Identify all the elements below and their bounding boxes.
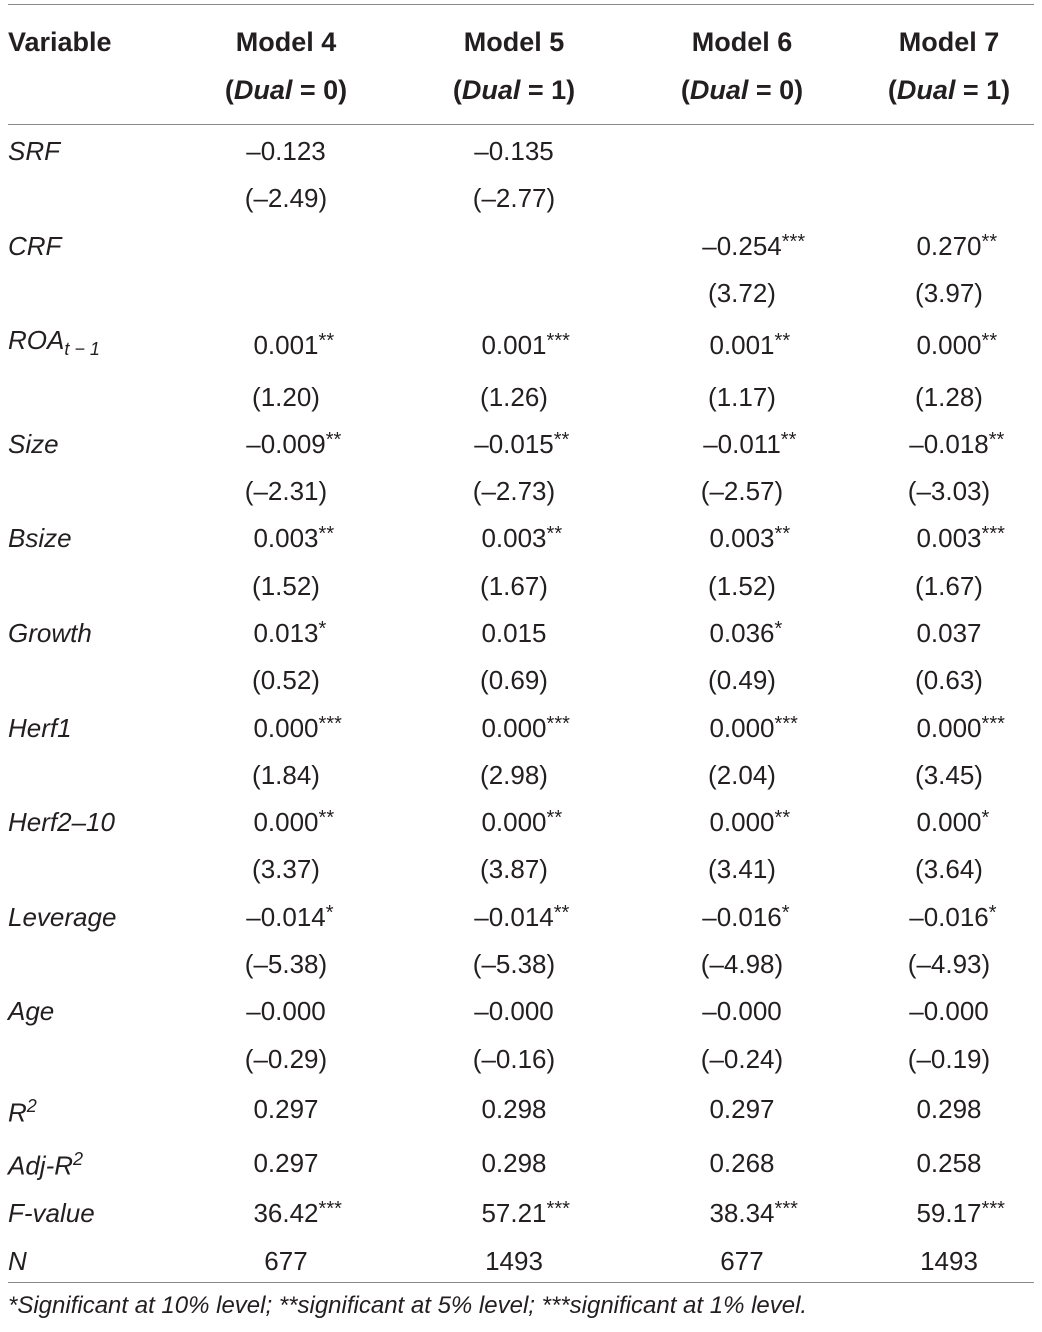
t-statistic-cell: [172, 270, 400, 317]
coefficient-row: [0, 223, 1042, 270]
model-4-header: Model 4: [235, 27, 337, 57]
coefficient-cell: –0.000: [246, 996, 326, 1027]
fit-statistic-row: [0, 1083, 1042, 1137]
coefficient-cell: 0.003 **: [400, 515, 628, 562]
t-statistic-cell: (–0.24): [700, 1043, 784, 1074]
significance-stars: **: [780, 428, 797, 451]
statistic-cell: 0.298: [916, 1094, 982, 1125]
significance-stars: **: [318, 807, 335, 830]
statistic-cell: 57.21 ***: [400, 1190, 628, 1237]
t-statistic-cell: [628, 175, 856, 222]
coefficient-row: [0, 799, 1042, 846]
coefficient-cell: –0.000: [474, 996, 554, 1027]
t-statistic-row: [0, 1036, 1042, 1083]
t-statistic-cell: (1.26): [480, 381, 548, 412]
coefficient-cell: 0.001 **: [628, 317, 856, 373]
significance-stars: **: [553, 901, 570, 924]
t-statistic-row: [0, 752, 1042, 799]
t-statistic-cell: [856, 175, 1042, 222]
model-6-header: Model 6: [691, 27, 793, 57]
t-statistic-cell: (2.04): [708, 759, 776, 790]
coefficient-cell: –0.009 **: [172, 421, 400, 468]
statistic-cell: 0.297: [253, 1147, 319, 1178]
t-statistic-cell: (–2.73): [472, 476, 556, 507]
variable-name: $ROA_{t - 1}$: [8, 325, 100, 360]
coefficient-cell: –0.000: [702, 996, 782, 1027]
statistic-cell: 1493: [920, 1245, 978, 1276]
significance-stars: ***: [318, 1198, 342, 1221]
t-statistic-cell: (1.52): [252, 570, 320, 601]
significance-stars: ***: [774, 1198, 798, 1221]
coefficient-cell: 0.000 *: [856, 799, 1042, 846]
significance-stars: **: [546, 523, 563, 546]
coefficient-cell: –0.014 **: [400, 894, 628, 941]
fit-statistic-row: [0, 1237, 1042, 1284]
coefficient-cell: 0.000 ***: [400, 704, 628, 751]
t-statistic-row: [0, 373, 1042, 420]
coefficient-cell: [172, 223, 400, 270]
t-statistic-cell: (3.87): [480, 854, 548, 885]
model-5-header: Model 5: [463, 27, 565, 57]
model-4-dual: (Dual = 0): [224, 75, 348, 105]
coefficient-cell: 0.000 **: [856, 317, 1042, 373]
statistic-cell: 0.298: [481, 1094, 547, 1125]
statistic-cell: 0.258: [916, 1147, 982, 1178]
t-statistic-cell: [400, 270, 628, 317]
coefficient-cell: –0.254 ***: [628, 223, 856, 270]
coefficient-cell: 0.001 ***: [400, 317, 628, 373]
t-statistic-cell: (1.52): [708, 570, 776, 601]
coefficient-cell: –0.135: [474, 136, 554, 167]
significance-stars: ***: [318, 712, 342, 735]
variable-name: N: [8, 1245, 27, 1276]
significance-stars: *: [318, 618, 327, 640]
coefficient-cell: 0.000 ***: [628, 704, 856, 751]
t-statistic-cell: (3.45): [915, 759, 983, 790]
t-statistic-cell: (1.84): [252, 759, 320, 790]
t-statistic-cell: (–3.03): [907, 476, 991, 507]
t-statistic-cell: (–2.31): [244, 476, 328, 507]
coefficient-cell: –0.016 *: [856, 894, 1042, 941]
statistic-cell: 0.297: [253, 1094, 319, 1125]
t-statistic-cell: (–4.93): [907, 949, 991, 980]
statistic-cell: 38.34 ***: [628, 1190, 856, 1237]
significance-stars: **: [774, 807, 791, 830]
t-statistic-row: [0, 468, 1042, 515]
t-statistic-cell: (3.64): [915, 854, 983, 885]
coefficient-row: [0, 114, 1042, 175]
coefficient-cell: 0.000 **: [172, 799, 400, 846]
t-statistic-row: [0, 270, 1042, 317]
statistic-cell: 0.268: [709, 1147, 775, 1178]
coefficient-cell: –0.015 **: [400, 421, 628, 468]
statistic-cell: 36.42 ***: [172, 1190, 400, 1237]
fit-statistic-row: [0, 1136, 1042, 1190]
coefficient-cell: 0.003 **: [172, 515, 400, 562]
significance-stars: **: [981, 329, 998, 352]
variable-header: Variable: [8, 27, 112, 57]
coefficient-row: [0, 894, 1042, 941]
coefficient-cell: –0.016 *: [628, 894, 856, 941]
coefficient-cell: –0.011 **: [628, 421, 856, 468]
significance-stars: *: [325, 901, 334, 924]
variable-name: Growth: [8, 618, 92, 648]
coefficient-cell: 0.003 ***: [856, 515, 1042, 562]
coefficient-cell: 0.013 *: [172, 610, 400, 657]
coefficient-cell: 0.036 *: [628, 610, 856, 657]
t-statistic-row: [0, 941, 1042, 988]
footnote: *Significant at 10% level; **significant at 5% level; ***significant at 1% level.: [8, 1292, 808, 1319]
coefficient-row: [0, 421, 1042, 468]
statistic-cell: 677: [720, 1245, 764, 1276]
t-statistic-cell: (1.67): [915, 570, 983, 601]
statistic-cell: 0.298: [481, 1147, 547, 1178]
significance-stars: **: [318, 523, 335, 546]
significance-stars: **: [774, 329, 791, 352]
variable-name: CRF: [8, 230, 62, 261]
t-statistic-cell: (2.98): [480, 759, 548, 790]
significance-stars: ***: [546, 329, 570, 352]
t-statistic-cell: (–0.29): [244, 1043, 328, 1074]
significance-stars: *: [988, 901, 997, 924]
significance-stars: **: [318, 329, 335, 352]
significance-stars: ***: [981, 712, 1005, 735]
coefficient-cell: –0.000: [909, 996, 989, 1027]
significance-stars: ***: [774, 712, 798, 735]
significance-stars: ***: [781, 230, 806, 253]
t-statistic-row: [0, 846, 1042, 893]
coefficient-cell: –0.018 **: [856, 421, 1042, 468]
statistic-cell: 0.297: [709, 1094, 775, 1125]
t-statistic-row: [0, 563, 1042, 610]
coefficient-cell: [628, 114, 856, 175]
coefficient-cell: –0.014 *: [172, 894, 400, 941]
coefficient-row: [0, 317, 1042, 373]
t-statistic-cell: (–2.49): [244, 183, 328, 214]
significance-stars: **: [553, 428, 570, 451]
significance-stars: **: [325, 428, 342, 451]
t-statistic-cell: (0.49): [708, 665, 776, 696]
variable-name: Leverage: [8, 901, 117, 932]
coefficient-cell: [856, 114, 1042, 175]
significance-stars: ***: [546, 712, 570, 735]
coefficient-row: [0, 515, 1042, 562]
t-statistic-cell: (–2.77): [472, 183, 556, 214]
variable-name: $R^2$: [8, 1095, 37, 1128]
significance-stars: ***: [981, 523, 1005, 546]
t-statistic-cell: (3.37): [252, 854, 320, 885]
variable-name: Adj-$R^2$: [8, 1149, 84, 1182]
variable-name: Bsize: [8, 523, 72, 554]
t-statistic-cell: (–0.16): [472, 1043, 556, 1074]
t-statistic-cell: (–5.38): [472, 949, 556, 980]
statistic-cell: 59.17 ***: [856, 1190, 1042, 1237]
significance-stars: *: [774, 618, 783, 640]
significance-stars: **: [981, 230, 998, 253]
t-statistic-cell: (3.41): [708, 854, 776, 885]
t-statistic-cell: (1.17): [708, 381, 776, 412]
significance-stars: *: [781, 901, 790, 924]
t-statistic-row: [0, 657, 1042, 704]
statistic-cell: 677: [264, 1245, 308, 1276]
coefficient-row: [0, 988, 1042, 1035]
variable-name: Age: [8, 996, 55, 1027]
coefficient-cell: 0.000 ***: [856, 704, 1042, 751]
coefficient-cell: –0.123: [246, 136, 326, 167]
model-7-dual: (Dual = 1): [887, 75, 1011, 105]
t-statistic-row: [0, 175, 1042, 222]
t-statistic-cell: (–2.57): [700, 476, 784, 507]
coefficient-cell: 0.000 **: [628, 799, 856, 846]
table-body: [0, 114, 1042, 1285]
t-statistic-cell: (0.52): [252, 665, 320, 696]
coefficient-row: [0, 704, 1042, 751]
coefficient-cell: 0.000 **: [400, 799, 628, 846]
statistic-cell: 1493: [485, 1245, 543, 1276]
t-statistic-cell: (0.63): [915, 665, 983, 696]
t-statistic-cell: (0.69): [480, 665, 548, 696]
significance-stars: **: [546, 807, 563, 830]
fit-statistic-row: [0, 1190, 1042, 1237]
t-statistic-cell: (–4.98): [700, 949, 784, 980]
significance-stars: *: [981, 807, 990, 830]
coefficient-cell: 0.270 **: [856, 223, 1042, 270]
coefficient-cell: 0.000 ***: [172, 704, 400, 751]
variable-name: SRF: [8, 136, 60, 167]
significance-stars: **: [774, 523, 791, 546]
significance-stars: ***: [546, 1198, 570, 1221]
model-5-dual: (Dual = 1): [452, 75, 576, 105]
significance-stars: ***: [981, 1198, 1005, 1221]
coefficient-cell: 0.001 **: [172, 317, 400, 373]
t-statistic-cell: (1.28): [915, 381, 983, 412]
t-statistic-cell: (1.20): [252, 381, 320, 412]
t-statistic-cell: (3.72): [708, 278, 776, 309]
coefficient-row: [0, 610, 1042, 657]
variable-name: Herf1: [8, 712, 72, 743]
t-statistic-cell: (3.97): [915, 278, 983, 309]
t-statistic-cell: (1.67): [480, 570, 548, 601]
model-7-header: Model 7: [898, 27, 1000, 57]
model-6-dual: (Dual = 0): [680, 75, 804, 105]
variable-name: Size: [8, 428, 59, 459]
variable-name: Herf2–10: [8, 807, 115, 838]
table-header: [0, 0, 1042, 114]
t-statistic-cell: (–0.19): [907, 1043, 991, 1074]
coefficient-cell: 0.037: [916, 618, 982, 648]
variable-name: F-value: [8, 1198, 95, 1229]
coefficient-cell: 0.003 **: [628, 515, 856, 562]
coefficient-cell: 0.015: [481, 618, 547, 648]
coefficient-cell: [400, 223, 628, 270]
significance-stars: **: [988, 428, 1005, 451]
t-statistic-cell: (–5.38): [244, 949, 328, 980]
